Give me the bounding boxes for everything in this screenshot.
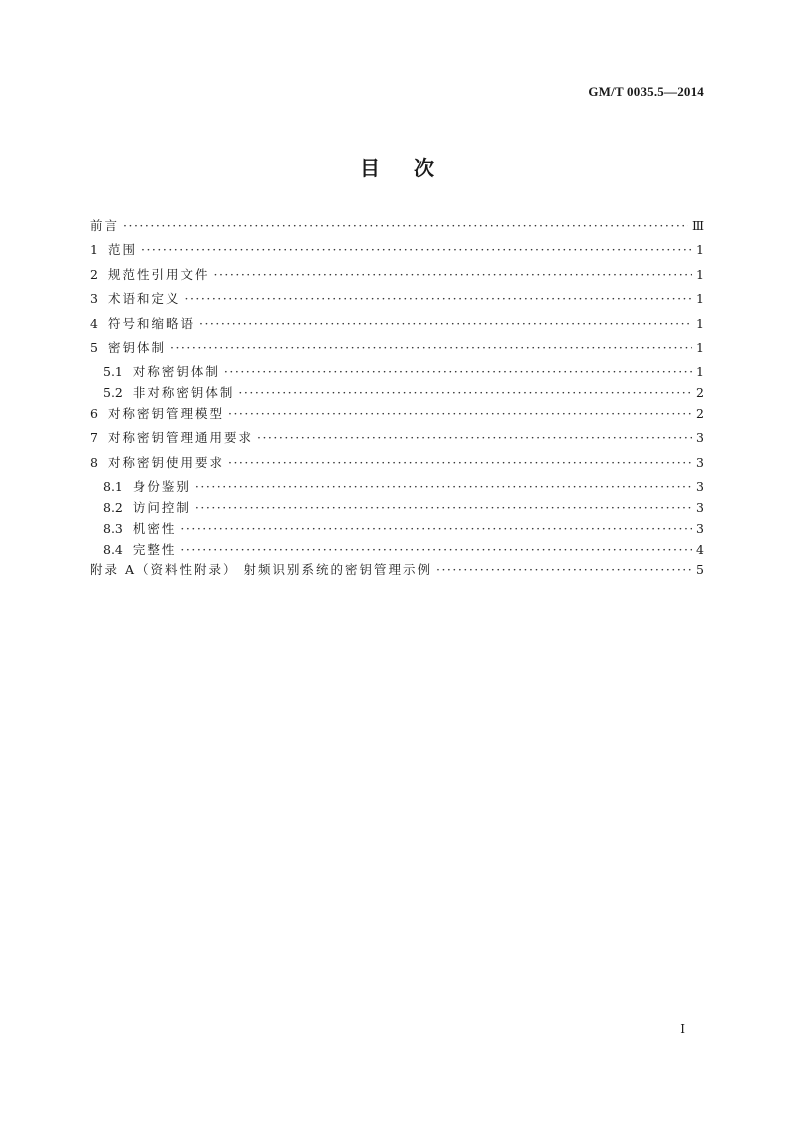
toc-entry-number: 8.4 (103, 541, 123, 557)
toc-entry-page: 2 (696, 385, 704, 401)
toc-entry-number: 8.3 (103, 520, 123, 536)
toc-entry-label: 密钥体制 (107, 339, 166, 355)
page-title: 目次 (360, 156, 468, 180)
toc-entry-number: 5.1 (103, 364, 123, 380)
toc-leader-dots (228, 406, 692, 421)
toc-leader-dots (199, 316, 692, 331)
page-number: I (680, 1022, 685, 1036)
toc-entry-page: 3 (696, 499, 704, 515)
toc-leader-dots (180, 521, 692, 536)
toc-entry-number: 8.1 (103, 479, 123, 495)
toc-entry-page: 3 (696, 430, 704, 446)
toc-entry-label: 对称密钥管理模型 (107, 405, 224, 421)
toc-entry-general-requirements[interactable] (90, 428, 704, 452)
toc-entry-label: 术语和定义 (107, 291, 181, 307)
toc-entry-page: 1 (696, 364, 704, 380)
toc-entry-page: 3 (696, 479, 704, 495)
toc-entry-confidentiality[interactable] (90, 519, 704, 540)
toc-leader-dots (224, 364, 692, 379)
toc-leader-dots (436, 562, 692, 577)
toc-leader-dots (195, 479, 692, 494)
toc-entry-label: 访问控制 (132, 499, 191, 515)
toc-leader-dots (180, 542, 692, 557)
toc-entry-number: 4 (90, 315, 98, 331)
toc-entry-label: 附录 A（资料性附录） 射频识别系统的密钥管理示例 (90, 562, 432, 578)
toc-entry-number: 5 (90, 339, 98, 355)
toc-entry-symmetric-key-system[interactable] (90, 362, 704, 383)
table-of-contents (90, 216, 704, 585)
toc-entry-page: 3 (696, 454, 704, 470)
toc-leader-dots (123, 218, 688, 233)
toc-leader-dots (228, 455, 692, 470)
toc-entry-label: 对称密钥体制 (132, 364, 220, 380)
toc-entry-normative-references[interactable] (90, 265, 704, 289)
toc-leader-dots (195, 500, 692, 515)
toc-entry-label: 对称密钥使用要求 (107, 454, 224, 470)
toc-leader-dots (184, 291, 692, 306)
toc-entry-page: 1 (696, 242, 704, 258)
toc-entry-label: 身份鉴别 (132, 479, 191, 495)
toc-entry-page: 1 (696, 266, 704, 282)
toc-entry-label: 符号和缩略语 (107, 315, 195, 331)
toc-entry-page: 3 (696, 520, 704, 536)
toc-entry-annex-a[interactable] (90, 560, 704, 584)
toc-entry-foreword[interactable] (90, 216, 704, 240)
toc-entry-number: 3 (90, 291, 98, 307)
toc-entry-number: 8 (90, 454, 98, 470)
toc-entry-number: 5.2 (103, 385, 123, 401)
toc-entry-page: Ⅲ (691, 218, 704, 233)
toc-entry-label: 机密性 (132, 520, 177, 536)
toc-entry-key-management-model[interactable] (90, 404, 704, 428)
toc-entry-label: 完整性 (132, 541, 177, 557)
toc-leader-dots (257, 430, 692, 445)
toc-entry-number: 2 (90, 266, 98, 282)
toc-entry-integrity[interactable] (90, 540, 704, 561)
document-code: GM/T 0035.5—2014 (588, 84, 704, 99)
toc-entry-page: 1 (696, 315, 704, 331)
toc-leader-dots (170, 340, 692, 355)
toc-entry-key-system[interactable] (90, 338, 704, 362)
toc-entry-asymmetric-key-system[interactable] (90, 383, 704, 404)
toc-entry-number: 1 (90, 242, 98, 258)
toc-entry-number: 7 (90, 430, 98, 446)
toc-entry-number: 6 (90, 405, 98, 421)
toc-entry-usage-requirements[interactable] (90, 453, 704, 477)
toc-entry-page: 4 (696, 541, 704, 557)
toc-entry-page: 2 (696, 405, 704, 421)
toc-entry-terms-definitions[interactable] (90, 289, 704, 313)
toc-entry-number: 8.2 (103, 499, 123, 515)
toc-entry-label: 前言 (90, 218, 120, 233)
toc-entry-label: 范围 (107, 242, 137, 258)
toc-entry-authentication[interactable] (90, 477, 704, 498)
toc-leader-dots (141, 242, 692, 257)
toc-entry-label: 对称密钥管理通用要求 (107, 430, 253, 446)
toc-leader-dots (238, 385, 692, 400)
toc-entry-page: 5 (696, 562, 704, 578)
toc-entry-page: 1 (696, 339, 704, 355)
toc-leader-dots (213, 267, 692, 282)
toc-entry-scope[interactable] (90, 240, 704, 264)
toc-entry-page: 1 (696, 291, 704, 307)
toc-entry-access-control[interactable] (90, 498, 704, 519)
toc-entry-label: 规范性引用文件 (107, 266, 210, 282)
toc-entry-label: 非对称密钥体制 (132, 385, 235, 401)
toc-entry-symbols-abbreviations[interactable] (90, 314, 704, 338)
